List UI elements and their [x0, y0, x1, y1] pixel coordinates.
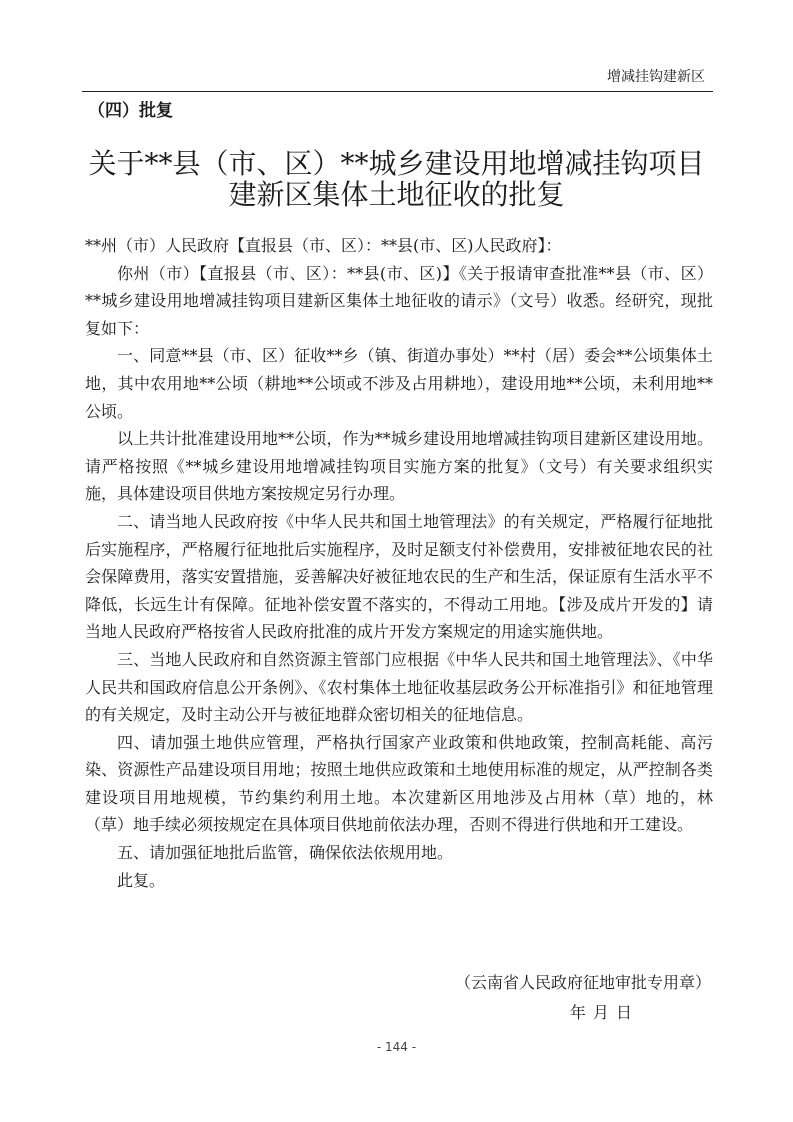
body-paragraph: 以上共计批准建设用地**公顷，作为**城乡建设用地增减挂钩项目建新区建设用地。请严格按照《**城乡建设用地增减挂钩项目实施方案的批复》（文号）有关要求组织实施，具体建设项目供地方案按规定另行办理。	[85, 429, 713, 504]
section-label: （四）批复	[88, 101, 173, 121]
body-paragraph: 五、请加强征地批后监管，确保依法依规用地。	[117, 843, 454, 863]
body-paragraph: 你州（市）【直报县（市、区）：**县(市、区)】《关于报请审查批准**县（市、区）**城乡建设用地增减挂钩项目建新区集体土地征收的请示》（文号）收悉。经研究，现批复如下：	[85, 263, 713, 338]
date-line: 年 月 日	[569, 1003, 633, 1022]
salutation: **州（市）人民政府【直报县（市、区）：**县(市、区)人民政府】：	[85, 236, 562, 255]
body-paragraph: 一、同意**县（市、区）征收**乡（镇、街道办事处）**村（居）委会**公顷集体土地，其中农用地**公顷（耕地**公顷或不涉及占用耕地），建设用地**公顷，未利用地**公顷。	[85, 346, 713, 421]
title-line-2: 建新区集体土地征收的批复	[228, 178, 565, 211]
header-divider	[82, 91, 713, 92]
page-number: - 144 -	[376, 1040, 417, 1054]
document-title	[60, 148, 733, 210]
document-body	[85, 232, 713, 894]
seal-note: （云南省人民政府征地审批专用章）	[454, 973, 711, 992]
title-line-1: 关于**县（市、区）**城乡建设用地增减挂钩项目	[88, 147, 705, 180]
body-paragraph: 二、请当地人民政府按《中华人民共和国土地管理法》的有关规定，严格履行征地批后实施程序，严格履行征地批后实施程序，及时足额支付补偿费用，安排被征地农民的社会保障费用，落实安置措施，妥善解决好被征地农民的生产和生活，保证原有生活水平不降低，长远生计有保障。征地补偿安置不落实的，不得动工用地。【涉及成片开发的】请当地人民政府严格按省人民政府批准的成片开发方案规定的用途实施供地。	[85, 511, 713, 642]
running-header: 增减挂钩建新区	[607, 69, 705, 85]
closing-remark: 此复。	[117, 870, 166, 890]
body-paragraph: 四、请加强土地供应管理，严格执行国家产业政策和供地政策，控制高耗能、高污染、资源性产品建设项目用地；按照土地供应政策和土地使用标准的规定，从严控制各类建设项目用地规模，节约集约利用土地。本次建新区用地涉及占用林（草）地的，林（草）地手续必须按规定在具体项目供地前依法办理，否则不得进行供地和开工建设。	[85, 732, 713, 835]
body-paragraph: 三、当地人民政府和自然资源主管部门应根据《中华人民共和国土地管理法》、《中华人民共和国政府信息公开条例》、《农村集体土地征收基层政务公开标准指引》和征地管理的有关规定，及时主动公开与被征地群众密切相关的征地信息。	[85, 649, 713, 725]
